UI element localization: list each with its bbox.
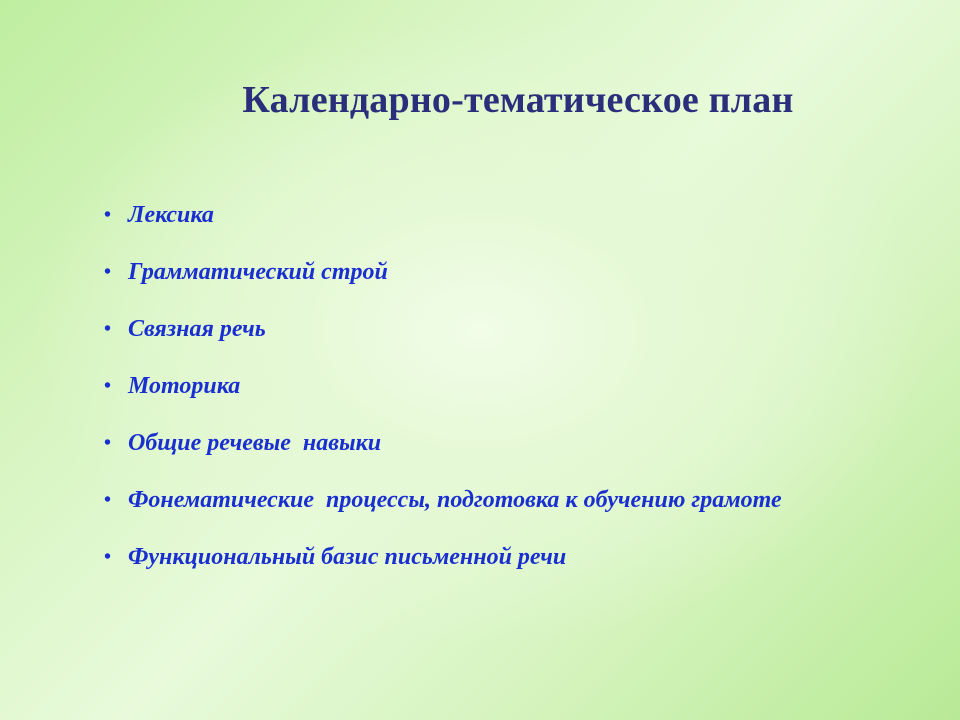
- bullet-icon: •: [104, 489, 112, 511]
- list-item-text: Грамматический строй: [128, 259, 388, 285]
- list-item: [102, 358, 902, 415]
- list-item: [102, 472, 902, 529]
- list-item: [102, 529, 902, 586]
- bullet-icon: •: [104, 546, 112, 568]
- list-item: [102, 244, 902, 301]
- bullet-icon: •: [104, 261, 112, 283]
- list-item: [102, 301, 902, 358]
- bullet-icon: •: [104, 318, 112, 340]
- list-item-text: Фонематические процессы, подготовка к обучению грамоте: [128, 487, 782, 513]
- list-item-text: Связная речь: [128, 316, 266, 342]
- list-item-text: Общие речевые навыки: [128, 430, 382, 456]
- bullet-list: [102, 187, 902, 586]
- list-item-text: Функциональный базис письменной речи: [128, 544, 567, 570]
- list-item: [102, 187, 902, 244]
- list-item: [102, 415, 902, 472]
- bullet-icon: •: [104, 432, 112, 454]
- bullet-icon: •: [104, 204, 112, 226]
- slide-title: Календарно-тематическое план: [242, 79, 794, 121]
- bullet-icon: •: [104, 375, 112, 397]
- list-item-text: Лексика: [128, 202, 214, 228]
- list-item-text: Моторика: [128, 373, 241, 399]
